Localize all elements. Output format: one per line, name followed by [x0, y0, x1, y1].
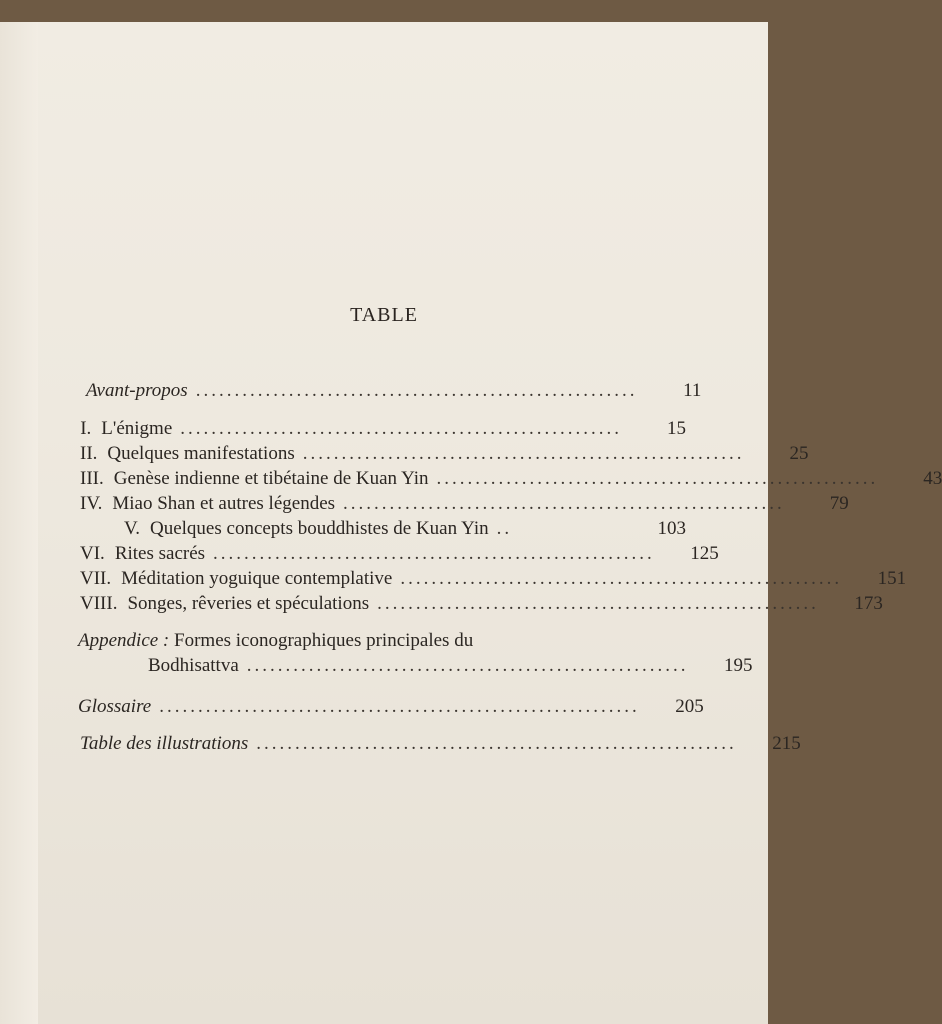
toc-entry-page: 11 [683, 380, 702, 401]
chapter-number: VIII. [80, 593, 118, 614]
toc-entry-page: 151 [877, 568, 907, 589]
toc-entry-page: 215 [772, 733, 801, 754]
leader-dots: ......................................................... [377, 593, 819, 614]
chapter-number: II. [80, 443, 98, 464]
toc-entry-page: 43 [923, 468, 942, 489]
leader-dots: ......................................................... [213, 543, 655, 564]
toc-entry-page: 15 [667, 418, 686, 439]
toc-entry-label: Miao Shan et autres légendes [112, 493, 336, 514]
toc-entry-avant-propos [86, 380, 702, 402]
leader-dots: .............................................................. [159, 696, 640, 717]
toc-entry-page: 25 [789, 443, 809, 464]
leader-dots: ......................................................... [246, 655, 689, 676]
toc-entry-label: Quelques manifestations [107, 443, 295, 464]
chapter-number: V. [123, 518, 140, 539]
chapter-number: I. [80, 418, 92, 439]
appendix-label-line2: Bodhisattva [148, 655, 239, 676]
appendix-label-line1: Formes iconographiques principales du [174, 630, 474, 651]
toc-entry-page: 79 [829, 493, 849, 514]
leader-dots: ......................................................... [400, 568, 843, 589]
toc-entry-page: 173 [854, 593, 883, 614]
toc-entry-label: Méditation yoguique contemplative [121, 568, 393, 589]
chapter-number: IV. [80, 493, 103, 514]
toc-entry-label: Avant-propos [86, 380, 188, 401]
leader-dots: ......................................................... [180, 418, 622, 439]
toc-entry-label: Glossaire [78, 696, 152, 717]
toc-entry-chapter-8 [80, 593, 883, 615]
toc-entry-label: L'énigme [101, 418, 173, 439]
appendix-prefix: Appendice : [78, 630, 170, 651]
chapter-number: VII. [80, 568, 112, 589]
toc-entry-page: 205 [675, 696, 704, 717]
leader-dots: ......................................................... [436, 468, 879, 489]
toc-entry-label: Songes, rêveries et spéculations [127, 593, 370, 614]
leader-dots: .............................................................. [256, 733, 737, 754]
toc-entry-label: Table des illustrations [80, 733, 249, 754]
chapter-number: VI. [80, 543, 105, 564]
toc-entry-page: 103 [657, 518, 686, 539]
chapter-number: III. [80, 468, 104, 489]
toc-entry-glossary [78, 696, 704, 718]
toc-entry-label: Rites sacrés [114, 543, 206, 564]
toc-entry-appendix-line1 [78, 630, 473, 652]
page-title: TABLE [350, 304, 418, 326]
toc-entry-page: 125 [690, 543, 719, 564]
leader-dots: ......................................................... [195, 380, 638, 401]
toc-entry-chapter-2 [80, 443, 809, 465]
toc-entry-label: Genèse indienne et tibétaine de Kuan Yin [113, 468, 429, 489]
leader-dots: .. [496, 518, 513, 539]
toc-entry-chapter-3 [80, 468, 942, 490]
toc-entry-chapter-4 [80, 493, 849, 515]
toc-entry-page: 195 [724, 655, 753, 676]
toc-entry-chapter-6 [80, 543, 719, 565]
toc-entry-chapter-7 [80, 568, 907, 590]
toc-entry-illustrations [80, 733, 801, 755]
toc-entry-label: Quelques concepts bouddhistes de Kuan Yin [150, 518, 489, 539]
leader-dots: ......................................................... [302, 443, 745, 464]
toc-entry-chapter-1 [80, 418, 686, 440]
toc-entry-chapter-5 [80, 518, 686, 540]
toc-entry-appendix-line2 [148, 655, 753, 677]
leader-dots: ......................................................... [343, 493, 785, 514]
